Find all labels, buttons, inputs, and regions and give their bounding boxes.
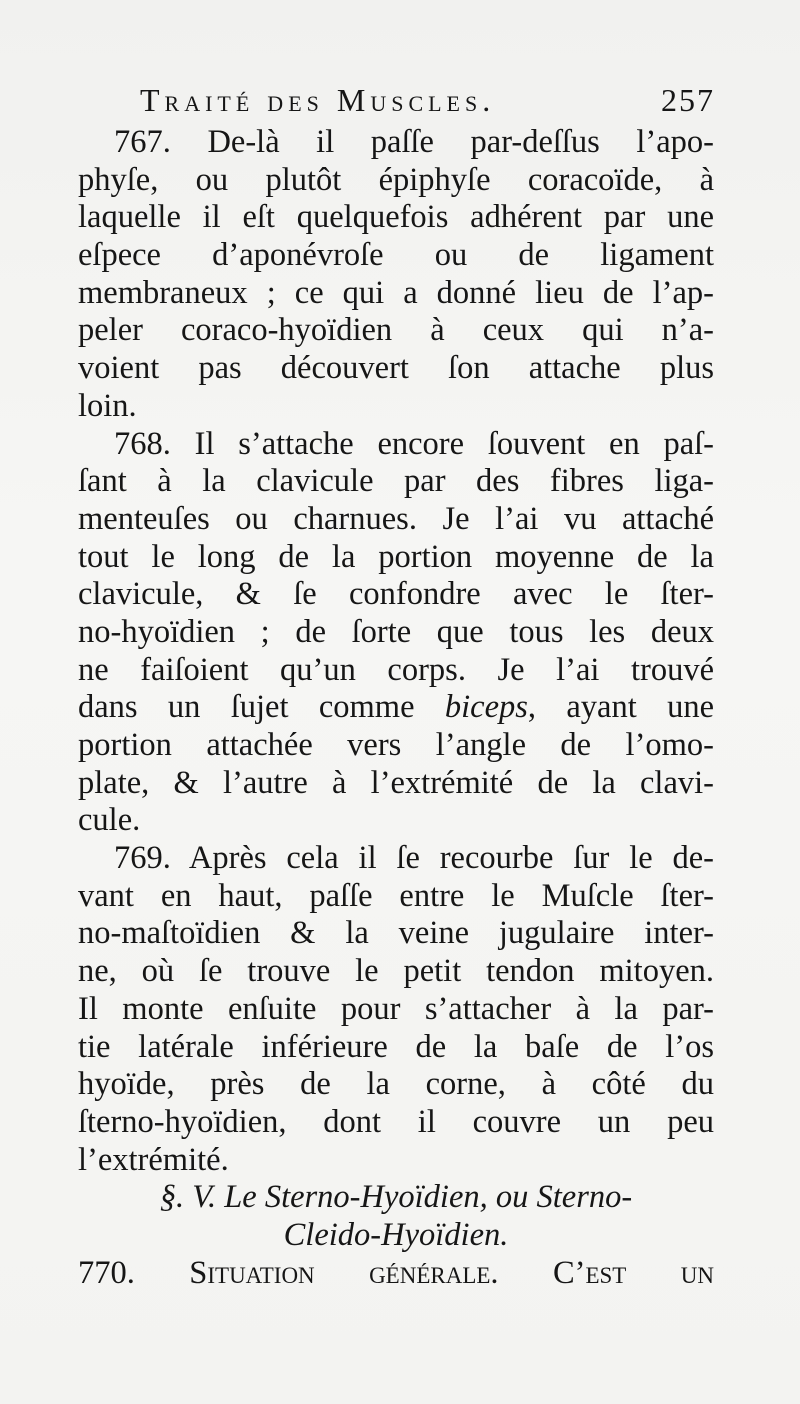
- text-line: laquelle il eſt quelquefois adhérent par une: [78, 199, 714, 236]
- text-line: ſterno-hyoïdien, dont il couvre un peu: [78, 1103, 714, 1140]
- page-number: 257: [661, 82, 715, 118]
- text-line: clavicule, & ſe confondre avec le ſter-: [78, 576, 714, 613]
- text-line: phyſe, ou plutôt épiphyſe coracoïde, à: [78, 161, 714, 198]
- text-line: voient pas découvert ſon attache plus: [78, 350, 714, 387]
- text-line: 768. Il s’attache encore ſouvent en paſ-: [114, 425, 714, 462]
- text-line: 770. Situation générale. C’eſt un: [78, 1254, 714, 1291]
- text-line: cule.: [78, 802, 141, 839]
- text-line: ſant à la clavicule par des fibres liga-: [78, 463, 714, 500]
- text-line: menteuſes ou charnues. Je l’ai vu attaché: [78, 500, 714, 537]
- text-line: vant en haut, paſſe entre le Muſcle ſter-: [78, 877, 714, 914]
- running-head: [140, 82, 715, 126]
- text-line: eſpece d’aponévroſe ou de ligament: [78, 237, 714, 274]
- text-line: 769. Après cela il ſe recourbe ſur le de-: [114, 840, 714, 877]
- text-line: membraneux ; ce qui a donné lieu de l’ap-: [78, 274, 714, 311]
- body-text: [78, 124, 714, 1292]
- text-line: hyoïde, près de la corne, à côté du: [78, 1066, 714, 1103]
- text-line: no-maſtoïdien & la veine jugulaire inter-: [78, 915, 714, 952]
- text-line: ne, où ſe trouve le petit tendon mitoyen.: [78, 953, 714, 990]
- section-heading: §. V. Le Sterno-Hyoïdien, ou Sterno-: [159, 1179, 633, 1216]
- text-line: ne faiſoient qu’un corps. Je l’ai trouvé: [78, 651, 714, 688]
- text-line: tie latérale inférieure de la baſe de l’os: [78, 1028, 714, 1065]
- text-line: Il monte enſuite pour s’attacher à la par-: [78, 990, 714, 1027]
- text-line: tout le long de la portion moyenne de la: [78, 538, 714, 575]
- text-line: loin.: [78, 387, 137, 424]
- section-heading: Cleido-Hyoïdien.: [283, 1216, 509, 1253]
- text-line: l’extrémité.: [78, 1141, 229, 1178]
- text-line: dans un ſujet comme biceps, ayant une: [78, 689, 714, 726]
- text-line: peler coraco-hyoïdien à ceux qui n’a-: [78, 312, 714, 349]
- italic-term: biceps: [444, 689, 528, 726]
- running-head-title: Traité des Muscles.: [140, 82, 496, 118]
- text-line: no-hyoïdien ; de ſorte que tous les deux: [78, 613, 714, 650]
- text-line: portion attachée vers l’angle de l’omo-: [78, 727, 714, 763]
- text-line: 767. De-là il paſſe par-deſſus l’apo-: [114, 124, 714, 160]
- text-line: plate, & l’autre à l’extrémité de la clavi-: [78, 764, 714, 801]
